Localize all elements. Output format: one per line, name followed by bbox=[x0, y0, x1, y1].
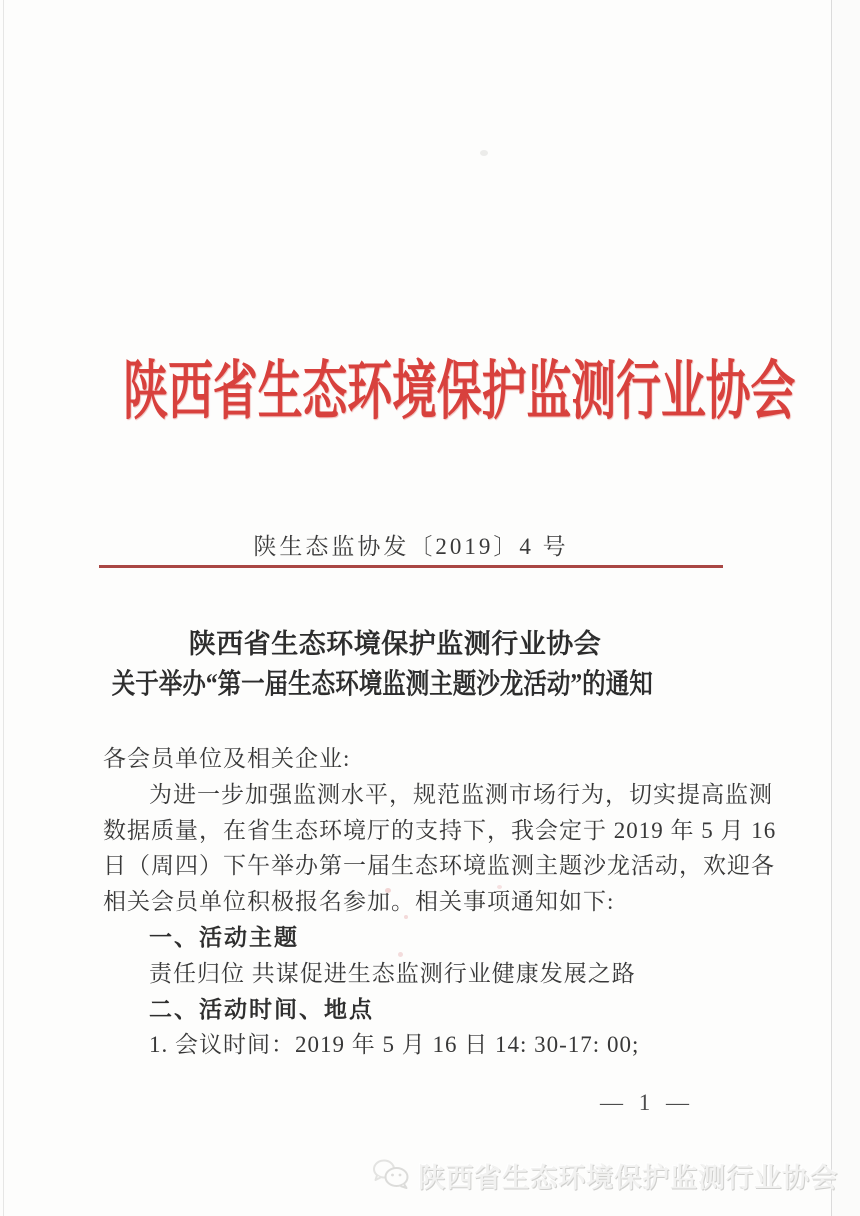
body-line: 相关会员单位积极报名参加。相关事项通知如下: bbox=[103, 889, 615, 915]
section-text-1: 责任归位 共谋促进生态监测行业健康发展之路 bbox=[149, 960, 636, 986]
document-number: 陕生态监协发〔2019〕4 号 bbox=[253, 534, 569, 559]
notice-body bbox=[103, 741, 777, 1063]
scan-edge-left bbox=[3, 0, 4, 1216]
section-heading-1: 一、活动主题 bbox=[149, 923, 299, 950]
footer-watermark-text: 陕西省生态环境保护监测行业协会 bbox=[418, 1162, 838, 1193]
body-line: 日（周四）下午举办第一届生态环境监测主题沙龙活动，欢迎各 bbox=[103, 853, 775, 879]
scan-margin-strip bbox=[832, 0, 860, 1216]
footer-watermark bbox=[371, 1153, 838, 1197]
notice-title-line1: 陕西省生态环境保护监测行业协会 bbox=[188, 629, 602, 659]
body-line: 数据质量，在省生态环境厅的支持下，我会定于 2019 年 5 月 16 bbox=[103, 817, 777, 843]
scan-speck bbox=[480, 150, 488, 156]
letterhead-org-title: 陕西省生态环境保护监测行业协会 bbox=[123, 356, 796, 427]
body-salutation: 各会员单位及相关企业: bbox=[103, 746, 351, 771]
wechat-icon bbox=[371, 1158, 411, 1192]
section-item-1: 1. 会议时间：2019 年 5 月 16 日 14: 30-17: 00; bbox=[149, 1032, 640, 1058]
scan-edge-right bbox=[831, 0, 832, 1216]
page-number: — 1 — bbox=[600, 1090, 694, 1115]
notice-title-line2: 关于举办“第一届生态环境监测主题沙龙活动”的通知 bbox=[111, 669, 653, 700]
letterhead-divider bbox=[99, 565, 723, 568]
body-line: 为进一步加强监测水平，规范监测市场行为，切实提高监测 bbox=[149, 781, 773, 807]
section-heading-2: 二、活动时间、地点 bbox=[149, 995, 374, 1022]
